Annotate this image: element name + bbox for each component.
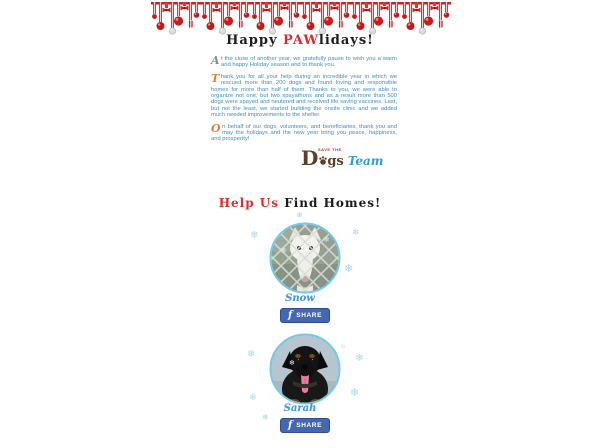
snowflake-icon: ❄ [289, 360, 295, 367]
heading-rest: Find Homes! [279, 196, 382, 210]
logo-letter-d: D [301, 146, 319, 170]
snowflake-icon: ❄ [340, 344, 346, 351]
logo-team: Team [347, 154, 384, 168]
ornaments-graphic [151, 2, 451, 36]
share-button[interactable] [280, 308, 330, 323]
letter-paragraph [211, 71, 397, 119]
heading-highlight: Help Us [218, 196, 280, 210]
snowflake-icon: ❄ [350, 387, 360, 399]
snowflake-icon: ❄ [280, 246, 287, 255]
sarah-photo-graphic [269, 333, 341, 405]
snowflake-icon: ❄ [249, 392, 257, 402]
snowflake-icon: ❄ [247, 349, 256, 360]
snowflake-icon: ❄ [323, 235, 330, 244]
page-title [0, 33, 600, 48]
share-label: SHARE [296, 312, 323, 319]
snowflake-icon: ❄ [355, 353, 364, 364]
share-label: SHARE [296, 422, 323, 429]
holiday-letter [211, 56, 397, 148]
dog-name: Sarah [283, 403, 317, 414]
facebook-f-icon: f [287, 419, 293, 431]
section-heading [0, 196, 600, 210]
dog-name: Snow [285, 293, 315, 304]
share-button[interactable] [280, 418, 330, 433]
snow-photo-graphic [269, 222, 341, 294]
dog-photo-snow [269, 222, 341, 294]
dog-photo-sarah [269, 333, 341, 405]
snowflake-icon: ❄ [352, 227, 360, 237]
snowflake-icon: ❄ [344, 263, 354, 275]
letter-paragraph [211, 56, 397, 69]
snowflake-icon: ❄ [296, 211, 303, 220]
snowflake-icon: ❄ [299, 274, 305, 281]
facebook-f-icon: f [287, 309, 293, 321]
paragraph-text: hank you for all your help during an incredible year in which we rescued more than 200 dogs and found loving and responsible homes for more than half of them. Thanks to you, we were able to organize not one, but two spayathons and as a result more than 500 dogs were spayed and neutered and received life saving vaccines. Last, but not the least, we started building the onsite clinic and we added much needed improvements to the shelter. [211, 73, 397, 119]
paragraph-text: t the close of another year, we gratefully pause to wish you a warm and happy Holiday season and to thank you. [221, 56, 397, 69]
snowflake-icon: ❄ [262, 413, 269, 422]
dropcap-letter: A [211, 54, 220, 67]
christmas-ornaments-banner [151, 2, 451, 36]
snowflake-icon: ❄ [250, 230, 259, 241]
title-suffix: lidays! [318, 33, 374, 48]
paragraph-text: n behalf of our dogs, volunteers, and beneficiaries, thank you and may the holidays and the new year bring you peace, happiness, and prosperity! [211, 123, 397, 143]
logo-tagline: SAVE THE [318, 147, 342, 152]
logo-letters-gs: gs [327, 154, 344, 169]
title-highlight: PAW [283, 33, 319, 48]
dropcap-letter: O [211, 121, 221, 135]
title-prefix: Happy [226, 33, 284, 48]
dogs-team-logo [301, 146, 383, 174]
letter-paragraph [211, 121, 397, 143]
dropcap-letter: T [211, 71, 220, 85]
